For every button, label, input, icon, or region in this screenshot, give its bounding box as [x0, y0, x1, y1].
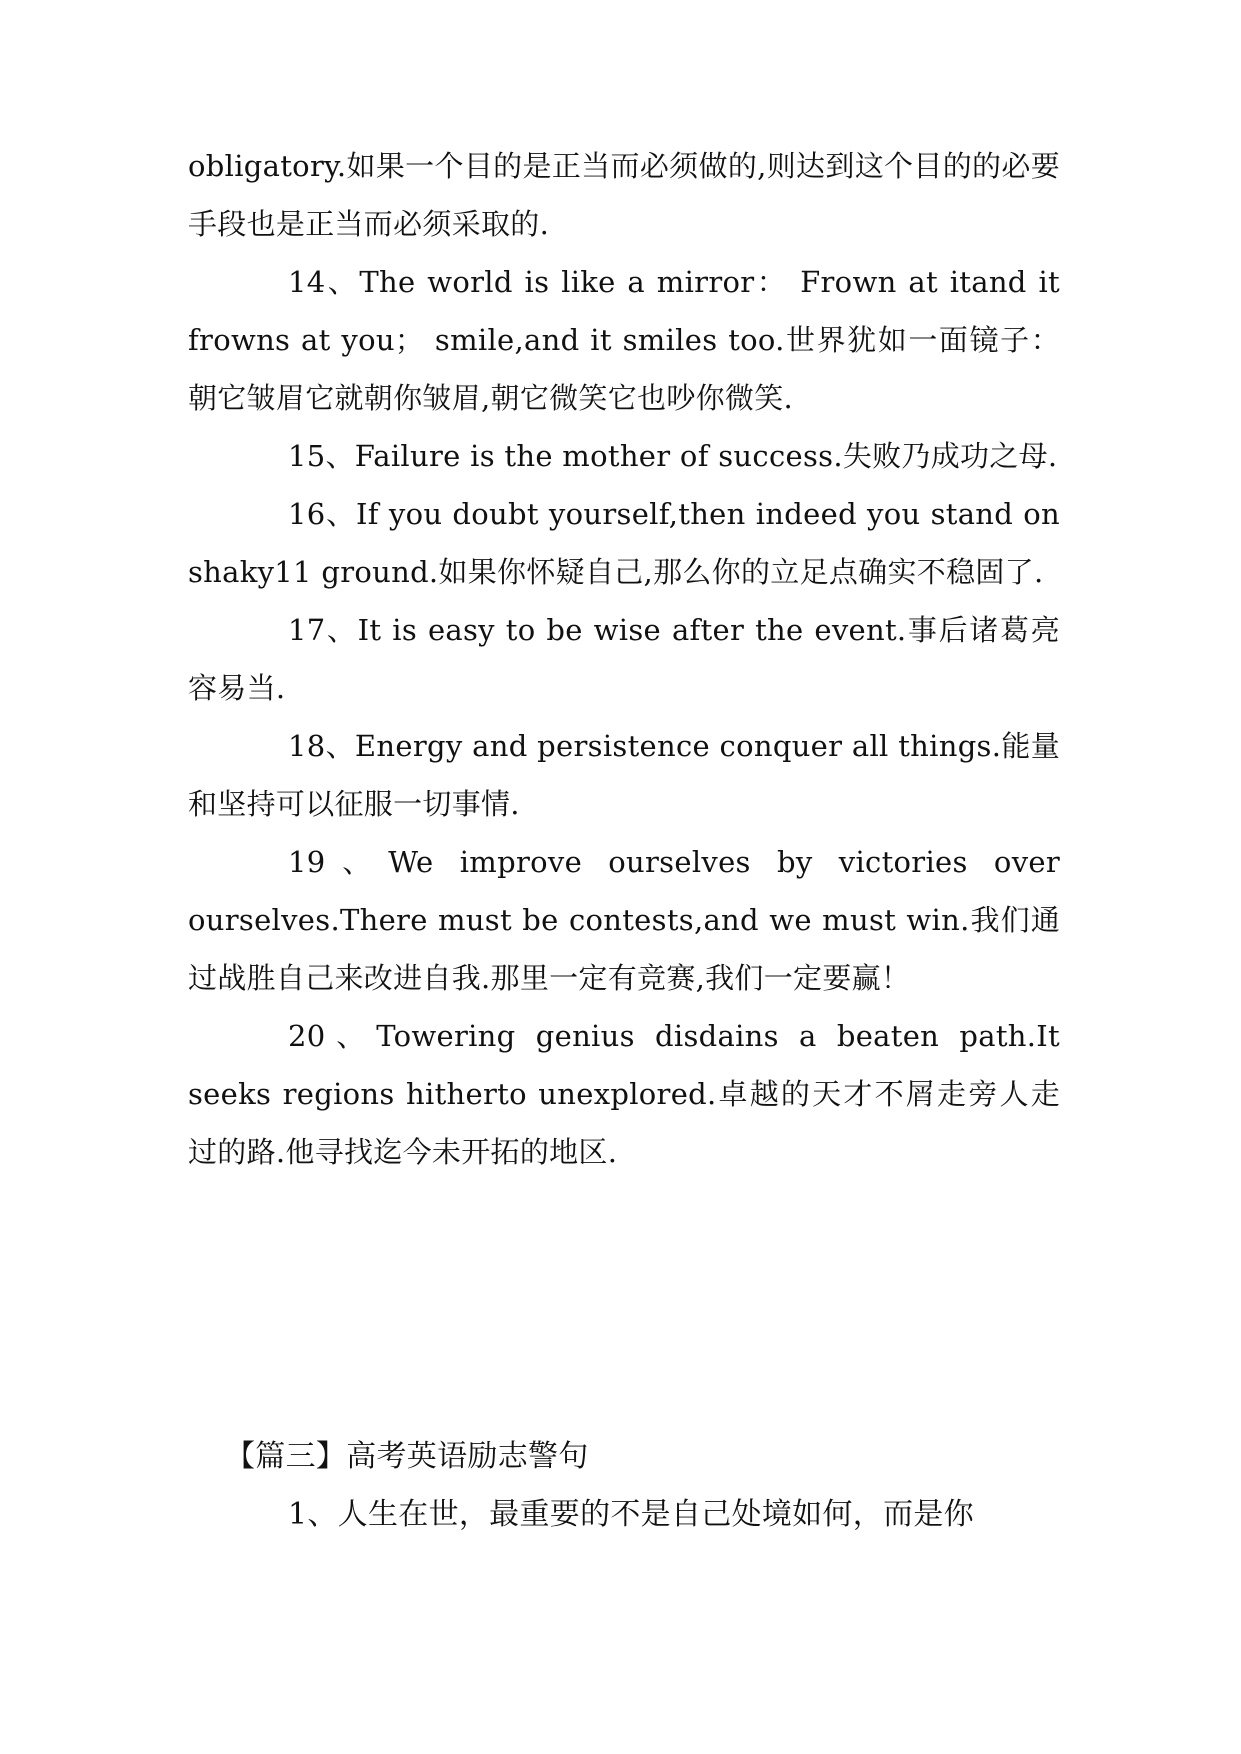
section-heading: 【篇三】高考英语励志警句 [225, 1439, 589, 1474]
section-first-item: 1、人生在世，最重要的不是自己处境如何，而是你 [288, 1497, 974, 1532]
paragraph-quote-18: 18、Energy and persistence conquer all things.能量和坚持可以征服一切事情. [188, 729, 1060, 821]
section-body [188, 1486, 1060, 1544]
paragraph-continuation: obligatory.如果一个目的是正当而必须做的,则达到这个目的的必要手段也是正当而必须采取的. [188, 149, 1060, 241]
body-text [188, 137, 1060, 1181]
paragraph-quote-16: 16、If you doubt yourself,then indeed you stand on shaky11 ground.如果你怀疑自己,那么你的立足点确实不稳固了. [188, 497, 1060, 589]
paragraph-quote-14: 14、The world is like a mirror： Frown at itand it frowns at you； smile,and it smiles too.世界犹如一面镜子：朝它皱眉它就朝你皱眉,朝它微笑它也吵你微笑. [188, 265, 1060, 415]
paragraph-quote-15: 15、Failure is the mother of success.失败乃成功之母. [288, 439, 1058, 473]
paragraph-quote-17: 17、It is easy to be wise after the event.事后诸葛亮容易当. [188, 613, 1060, 705]
paragraph-quote-19: 19、We improve ourselves by victories over ourselves.There must be contests,and we must win.我们通过战胜自己来改进自我.那里一定有竞赛,我们一定要赢！ [188, 845, 1060, 995]
paragraph-quote-20: 20、Towering genius disdains a beaten path.It seeks regions hitherto unexplored.卓越的天才不屑走旁人走过的路.他寻找迄今未开拓的地区. [188, 1019, 1060, 1169]
